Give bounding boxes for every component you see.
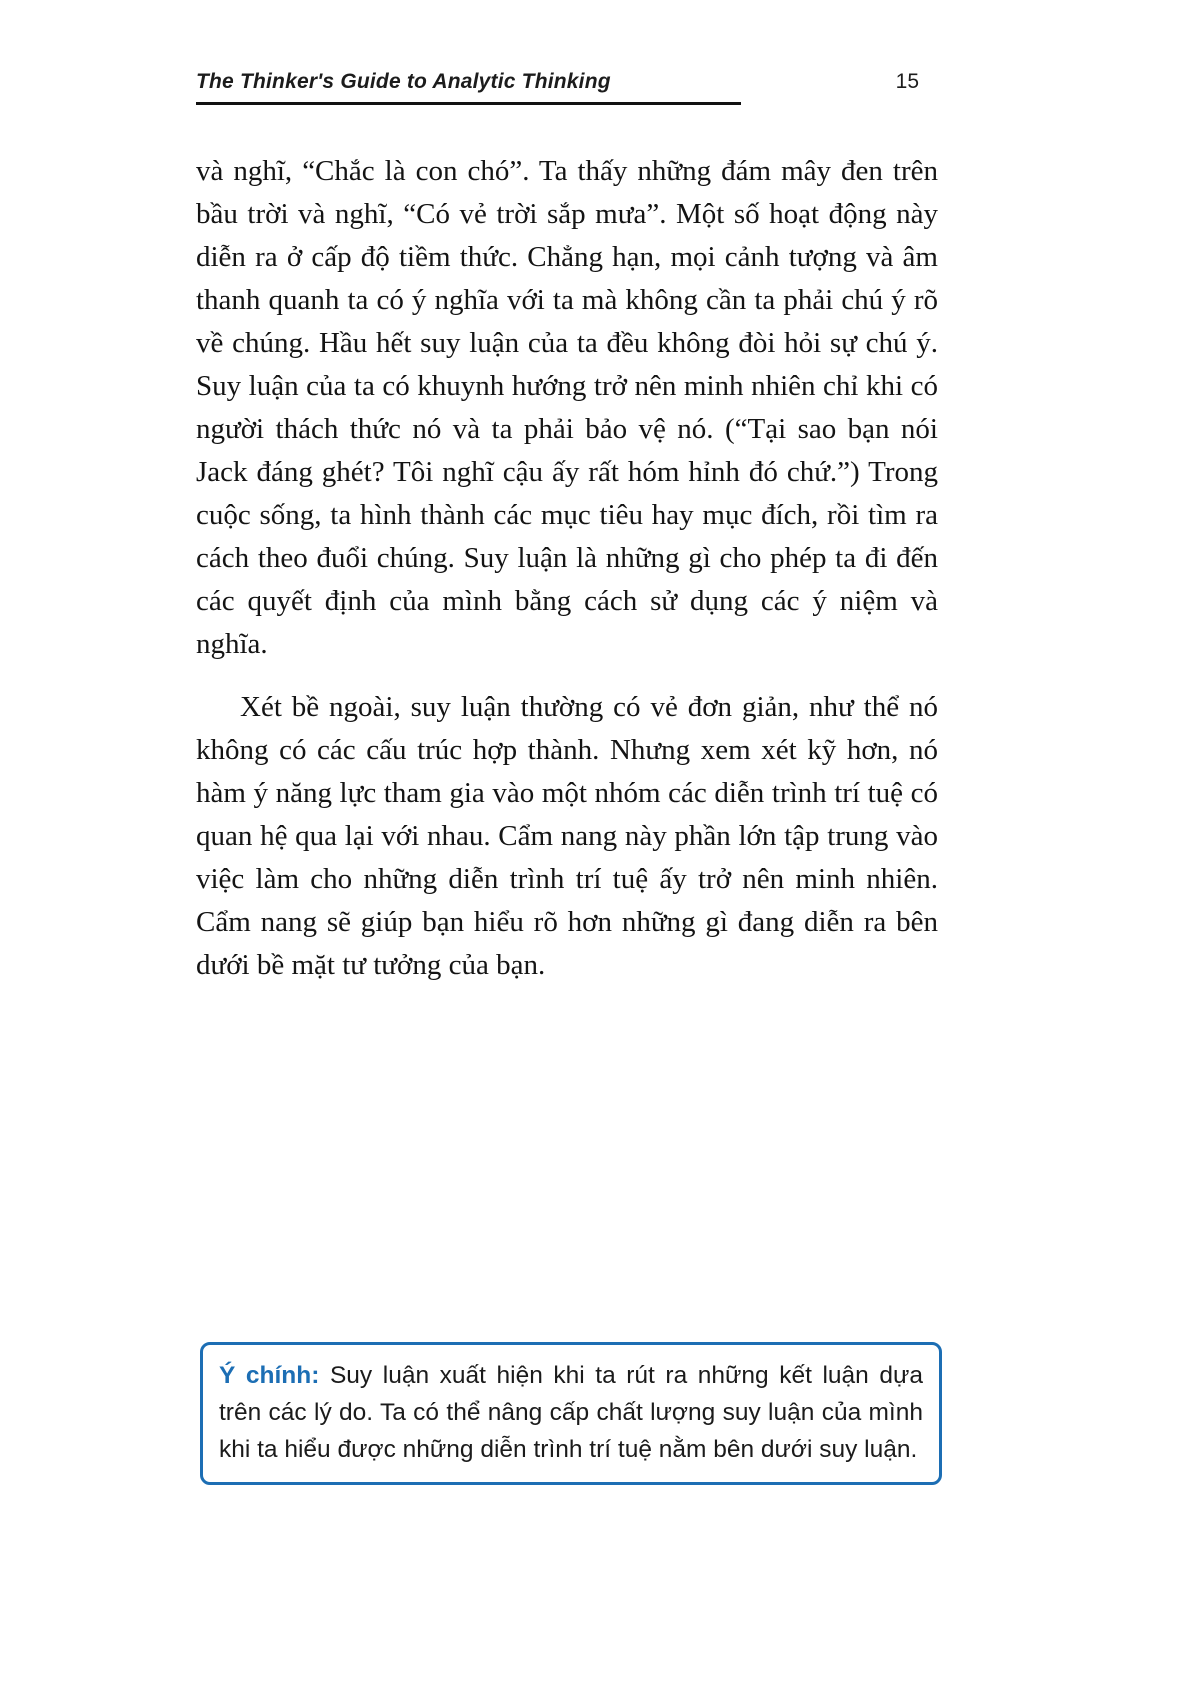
- page-header: [196, 70, 999, 105]
- running-head: [196, 70, 999, 94]
- key-idea-text: Suy luận xuất hiện khi ta rút ra những kết luận dựa trên các lý do. Ta có thể nâng cấp chất lượng suy luận của mình khi ta hiểu được những diễn trình trí tuệ nằm bên dưới suy luận.: [219, 1362, 923, 1463]
- key-idea-label: Ý chính:: [219, 1362, 320, 1389]
- page-content: [196, 150, 938, 987]
- header-rule: [196, 102, 741, 105]
- running-head-title: The Thinker's Guide to Analytic Thinking: [196, 70, 611, 93]
- body-paragraph-1: và nghĩ, “Chắc là con chó”. Ta thấy những đám mây đen trên bầu trời và nghĩ, “Có vẻ trời sắp mưa”. Một số hoạt động này diễn ra ở cấp độ tiềm thức. Chẳng hạn, mọi cảnh tượng và âm thanh quanh ta có ý nghĩa với ta mà không cần ta phải chú ý rõ về chúng. Hầu hết suy luận của ta đều không đòi hỏi sự chú ý. Suy luận của ta có khuynh hướng trở nên minh nhiên chỉ khi có người thách thức nó và ta phải bảo vệ nó. (“Tại sao bạn nói Jack đáng ghét? Tôi nghĩ cậu ấy rất hóm hỉnh đó chứ.”) Trong cuộc sống, ta hình thành các mục tiêu hay mục đích, rồi tìm ra cách theo đuổi chúng. Suy luận là những gì cho phép ta đi đến các quyết định của mình bằng cách sử dụng các ý niệm và nghĩa.: [196, 155, 938, 660]
- page-number: 15: [895, 70, 919, 93]
- key-idea-box: [200, 1342, 942, 1485]
- body-paragraph-2: Xét bề ngoài, suy luận thường có vẻ đơn giản, như thể nó không có các cấu trúc hợp thành. Nhưng xem xét kỹ hơn, nó hàm ý năng lực tham gia vào một nhóm các diễn trình trí tuệ có quan hệ qua lại với nhau. Cẩm nang này phần lớn tập trung vào việc làm cho những diễn trình trí tuệ ấy trở nên minh nhiên. Cẩm nang sẽ giúp bạn hiểu rõ hơn những gì đang diễn ra bên dưới bề mặt tư tưởng của bạn.: [196, 691, 938, 981]
